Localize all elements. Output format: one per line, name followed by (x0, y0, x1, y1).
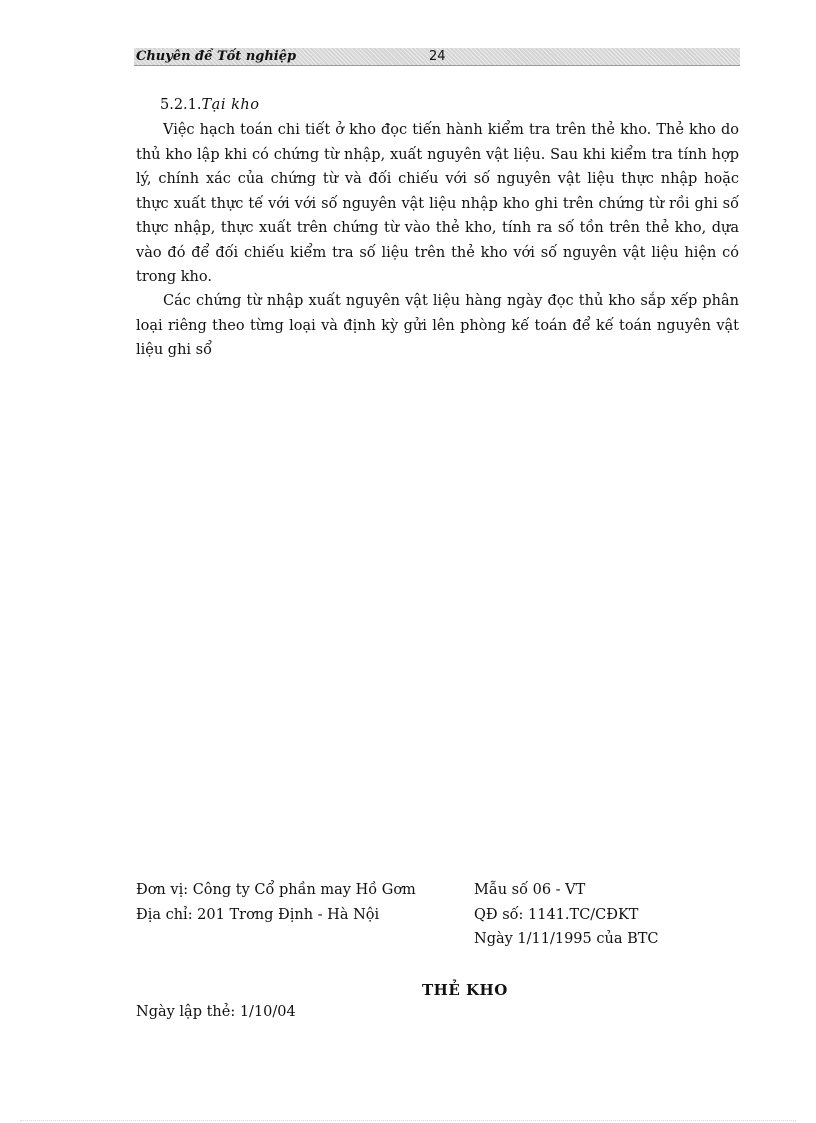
paragraph-2: Các chứng từ nhập xuất nguyên vật liệu hàng ngày đọc thủ kho sắp xếp phân loại riêng theo từng loại và định kỳ gửi lên phòng kế toán để kế toán nguyên vật liệu ghi sổ (136, 293, 739, 358)
form-info-right (474, 878, 659, 952)
header-title: Chuyên đề Tốt nghiệp (136, 49, 297, 64)
page-header (134, 48, 740, 66)
page-number: 24 (429, 49, 446, 64)
paragraph-1: Việc hạch toán chi tiết ở kho đọc tiến hành kiểm tra trên thẻ kho. Thẻ kho do thủ kho lập khi có chứng từ nhập, xuất nguyên vật liệu. Sau khi kiểm tra tính hợp lý, chính xác của chứng từ và đối chiếu với số nguyên vật liệu thực nhập hoặc thực xuất thực tế với với số nguyên vật liệu nhập kho ghi trên chứng từ rồi ghi số thực nhập, thực xuất trên chứng từ vào thẻ kho, tính ra số tồn trên thẻ kho, dựa vào đó để đối chiếu kiểm tra số liệu trên thẻ kho với số nguyên vật liệu hiện có trong kho. (136, 122, 739, 285)
created-date-line: Ngày lập thẻ: 1/10/04 (136, 1004, 296, 1020)
section-number: 5.2.1. (160, 97, 202, 113)
form-info-left (136, 878, 416, 927)
section-heading (160, 96, 259, 114)
address-line: Địa chỉ: 201 Trơng Định - Hà Nội (136, 906, 380, 923)
decision-date-line: Ngày 1/11/1995 của BTC (474, 931, 659, 947)
form-number-line: Mẫu số 06 - VT (474, 882, 586, 898)
section-title: Tại kho (201, 97, 260, 113)
document-title: THẺ KHO (422, 981, 508, 999)
decision-number-line: QĐ số: 1141.TC/CĐKT (474, 906, 639, 923)
unit-line: Đơn vị: Công ty Cổ phần may Hồ Gơm (136, 882, 416, 898)
page-bottom-divider (20, 1120, 796, 1121)
